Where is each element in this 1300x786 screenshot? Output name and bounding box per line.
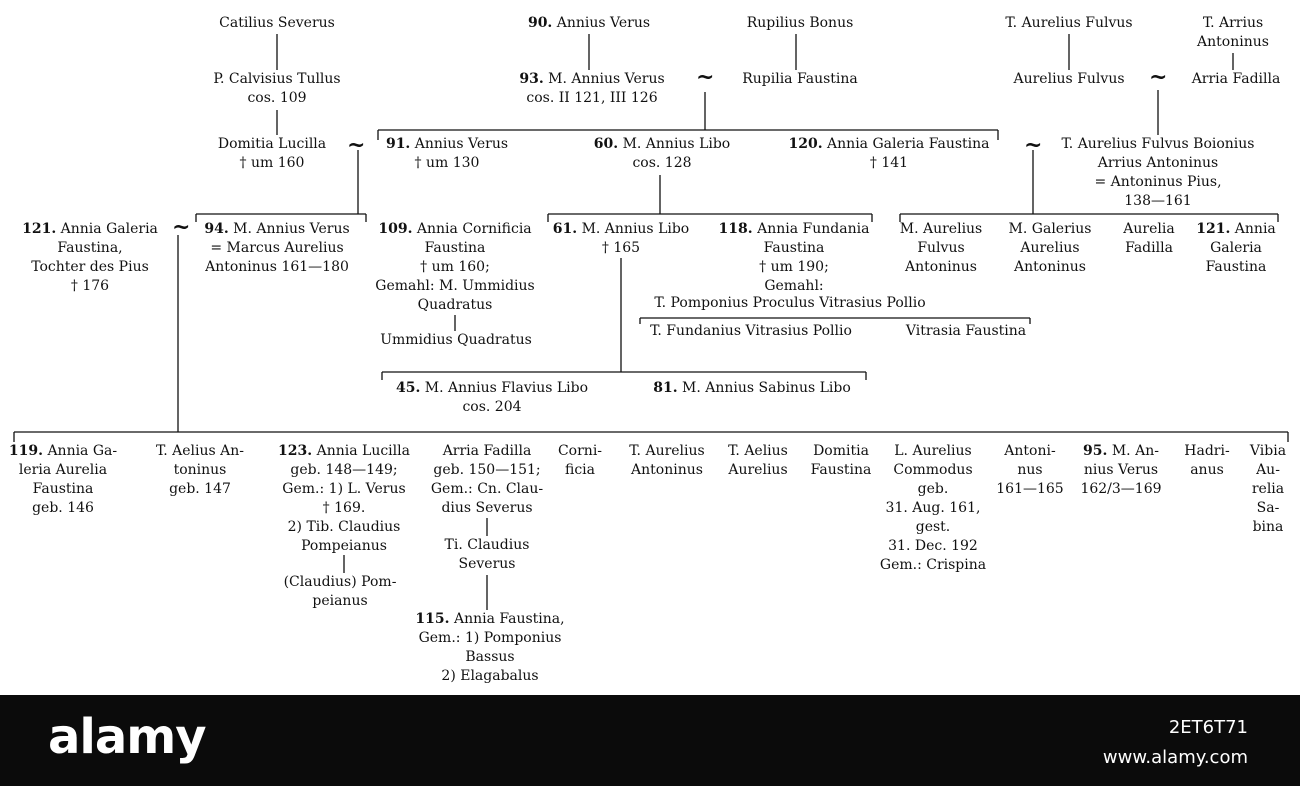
person-name: T. Aurelius Fulvus: [1005, 15, 1133, 31]
alamy-logo: alamy: [48, 709, 206, 765]
person-name: Domitia Lucilla † um 160: [217, 136, 327, 171]
person-name: P. Calvisius Tullus cos. 109: [213, 71, 341, 106]
person-name: Ti. Claudius Severus: [444, 537, 530, 572]
person-name: Corni- ficia: [557, 443, 603, 478]
person-n95: [1080, 442, 1161, 499]
person-name: M. Annius Sabinus Libo: [682, 380, 851, 396]
person-name: T. Arrius Antoninus: [1197, 15, 1269, 50]
person-n123: [278, 442, 410, 556]
person-rupilius: [747, 14, 854, 33]
person-name: M. Annius Flavius Libo cos. 204: [424, 380, 589, 415]
person-name: Annia Ga- leria Aurelia Faustina geb. 146: [18, 443, 118, 516]
person-name: M. Annius Verus cos. II 121, III 126: [526, 71, 665, 106]
person-n93: [519, 70, 664, 108]
person-name: Arria Fadilla geb. 150—151; Gem.: Cn. Clau- dius Severus: [430, 443, 544, 516]
catalog-number: 61.: [552, 221, 578, 237]
person-name: Annia Lucilla geb. 148—149; Gem.: 1) L. Verus † 169. 2) Tib. Claudius Pompeianus: [282, 443, 410, 554]
person-fundanius: [650, 322, 852, 341]
image-id: 2ET6T71: [1168, 717, 1248, 738]
person-n115: [415, 610, 564, 686]
person-name: (Claudius) Pom- peianus: [283, 574, 397, 609]
person-name: L. Aurelius Commodus geb. 31. Aug. 161, gest. 31. Dec. 192 Gem.: Crispina: [879, 443, 987, 573]
person-name: T. Pomponius Proculus Vitrasius Pollio: [654, 295, 926, 311]
person-m-galerius: [1009, 220, 1092, 277]
catalog-number: 115.: [415, 611, 450, 627]
catalog-number: 123.: [278, 443, 313, 459]
person-n91: [386, 135, 508, 173]
person-ti-claudius: [445, 536, 530, 574]
person-name: Arria Fadilla: [1191, 71, 1281, 87]
person-arrius: [1197, 14, 1269, 52]
person-name: T. Aurelius Fulvus Boionius Arrius Antoninus = Antoninus Pius, 138—161: [1061, 136, 1255, 209]
person-aurelia-fadilla: [1123, 220, 1174, 258]
person-n90: [528, 14, 650, 33]
person-name: Annia Fundania Faustina † um 190; Gemahl:: [757, 221, 870, 294]
catalog-number: 120.: [788, 136, 823, 152]
person-name: Annia Galeria Faustina: [1205, 221, 1276, 275]
catalog-number: 81.: [653, 380, 678, 396]
watermark-bar: [0, 695, 1300, 786]
person-n119: [9, 442, 117, 518]
person-name: Annia Galeria Faustina, Tochter des Pius † 176: [31, 221, 158, 294]
catalog-number: 93.: [519, 71, 544, 87]
catalog-number: 94.: [204, 221, 229, 237]
person-n118: [719, 220, 870, 296]
site-url: www.alamy.com: [1102, 747, 1248, 768]
person-name: M. Aurelius Fulvus Antoninus: [899, 221, 983, 275]
catalog-number: 118.: [718, 221, 753, 237]
person-name: Annius Verus † um 130: [414, 136, 509, 171]
person-cornificia: [558, 442, 602, 480]
person-name: M. Annius Verus = Marcus Aurelius Antoninus 161—180: [205, 221, 350, 275]
person-rupilia: [742, 70, 858, 89]
person-fulvus: [1013, 70, 1124, 89]
person-name: Hadri- anus: [1184, 443, 1230, 478]
person-n120: [788, 135, 989, 173]
marriage-symbol: ~: [172, 214, 191, 240]
catalog-number: 121.: [1196, 221, 1231, 237]
person-vibia: [1250, 442, 1286, 537]
person-name: Annia Cornificia Faustina † um 160; Gemahl: M. Ummidius Quadratus: [375, 221, 535, 313]
person-name: Vitrasia Faustina: [905, 323, 1027, 339]
catalog-number: 45.: [395, 380, 421, 396]
person-ummidius: [380, 331, 532, 350]
person-name: Aurelius Fulvus: [1013, 71, 1125, 87]
person-name: Annia Faustina, Gem.: 1) Pomponius Bassus 2) Elagabalus: [418, 611, 565, 684]
person-name: Annia Galeria Faustina † 141: [827, 136, 990, 171]
catalog-number: 91.: [385, 136, 411, 152]
person-name: T. Aelius An- toninus geb. 147: [155, 443, 245, 497]
person-name: Domitia Faustina: [810, 443, 872, 478]
marriage-symbol: ~: [696, 64, 715, 90]
person-name: T. Aurelius Antoninus: [629, 443, 705, 478]
person-n109: [375, 220, 534, 315]
person-n121b: [1196, 220, 1276, 277]
person-name: Ummidius Quadratus: [380, 332, 532, 348]
person-hadrianus: [1184, 442, 1229, 480]
marriage-symbol: ~: [347, 132, 366, 158]
person-name: Annius Verus: [556, 15, 651, 31]
person-name: Aurelia Fadilla: [1123, 221, 1175, 256]
person-arria-fadilla-b: [431, 442, 543, 518]
catalog-number: 60.: [593, 136, 619, 152]
person-n45: [396, 379, 588, 417]
marriage-symbol: ~: [1024, 132, 1043, 158]
person-name: Rupilia Faustina: [742, 71, 858, 87]
person-m-aurelius-fulvus: [900, 220, 983, 277]
person-n94: [204, 220, 349, 277]
catalog-number: 119.: [8, 443, 43, 459]
person-vitrasia: [906, 322, 1026, 341]
person-name: M. Annius Libo † 165: [581, 221, 690, 256]
marriage-symbol: ~: [1149, 64, 1168, 90]
person-catilius: [219, 14, 335, 33]
person-pius: [1062, 135, 1255, 211]
person-name: T. Aelius Aurelius: [728, 443, 788, 478]
person-n61: [553, 220, 690, 258]
catalog-number: 121.: [22, 221, 57, 237]
person-t-aelius-aur: [728, 442, 788, 480]
catalog-number: 109.: [378, 221, 413, 237]
person-domitia-lucilla: [218, 135, 326, 173]
catalog-number: 95.: [1083, 443, 1108, 459]
person-name: T. Fundanius Vitrasius Pollio: [650, 323, 852, 339]
person-arria-fadilla-top: [1192, 70, 1281, 89]
person-name: M. An- nius Verus 162/3—169: [1080, 443, 1162, 497]
person-n121a: [22, 220, 158, 296]
person-claudius-pomp: [284, 573, 397, 611]
person-name: M. Annius Libo cos. 128: [622, 136, 731, 171]
person-calvisius: [213, 70, 340, 108]
person-domitia-faustina: [811, 442, 872, 480]
person-name: Antoni- nus 161—165: [996, 443, 1064, 497]
person-name: M. Galerius Aurelius Antoninus: [1008, 221, 1092, 275]
person-antoninus: [996, 442, 1063, 499]
catalog-number: 90.: [527, 15, 553, 31]
person-name: Vibia Au- relia Sa- bina: [1249, 443, 1287, 535]
person-n81: [653, 379, 851, 398]
person-t-aurelius-ant: [629, 442, 704, 480]
person-commodus: [880, 442, 986, 575]
person-n60: [594, 135, 731, 173]
person-name: Rupilius Bonus: [746, 15, 854, 31]
person-aelius-antoninus: [156, 442, 244, 499]
person-name: Catilius Severus: [219, 15, 335, 31]
person-fulvus-t: [1005, 14, 1132, 33]
person-pomponius: [654, 294, 925, 313]
